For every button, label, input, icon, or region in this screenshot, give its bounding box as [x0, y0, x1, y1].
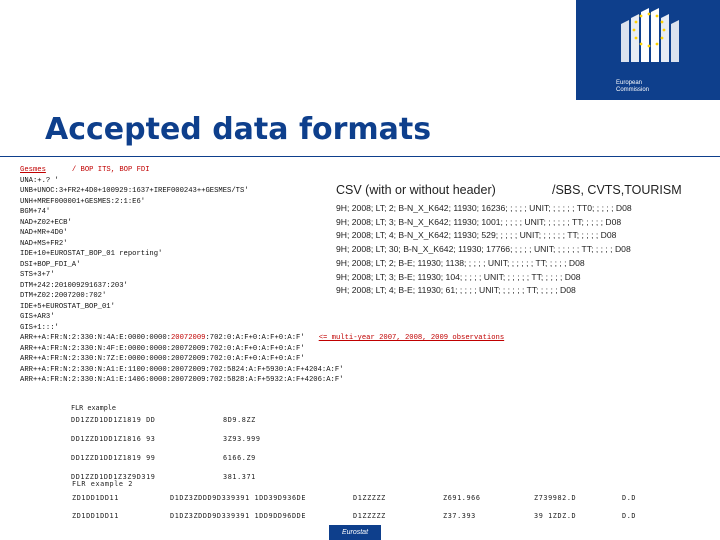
flr-example-2 [72, 480, 637, 530]
csv-heading [336, 183, 682, 197]
flr-cell: 8D9.8ZZ [223, 416, 256, 424]
csv-line: 9H; 2008; LT; 3; B-N_X_K642; 11930; 1001; ; ; ; ; UNIT; ; ; ; ; ; TT; ; ; ; ; D08 [336, 216, 622, 227]
csv-line: 9H; 2008; LT; 4; B-N_X_K642; 11930; 529; ; ; ; ; UNIT; ; ; ; ; ; TT; ; ; ; ; D08 [336, 230, 617, 241]
gesmes-line: BGM+74' [20, 208, 51, 216]
csv-line: 9H; 2008; LT; 4; B-E; 11930; 61; ; ; ; ; UNIT; ; ; ; ; ; TT; ; ; ; ; D08 [336, 285, 576, 296]
flr2-label: FLR example 2 [72, 480, 133, 488]
gesmes-line: NAD+Z02+ECB' [20, 218, 72, 227]
flr-cell: 6166.Z9 [223, 454, 256, 462]
gesmes-arr-line: ARR++A:FR:N:2:330:N:A1:E:1406:0000:20072009:702:5828:A:F+5932:A:F+4206:A:F' [20, 376, 344, 384]
flr2-cell: ZD1DD1DD11 [72, 512, 119, 520]
gesmes-line: NAD+MS+FR2' [20, 239, 68, 248]
org-line-2: Commission [616, 87, 650, 93]
flr-cell: DD1ZZD1DD1Z1819 99 [71, 454, 156, 462]
gesmes-arr-line: ARR++A:FR:N:2:330:N:A1:E:1100:0000:20072009:702:5824:A:F+5930:A:F+4204:A:F' [20, 365, 344, 374]
flr2-row [72, 494, 637, 512]
page-title: Accepted data formats [45, 112, 432, 147]
csv-heading-left: CSV (with or without header) [336, 183, 496, 197]
flr2-cell: ZD1DD1DD11 [72, 494, 119, 502]
csv-line: 9H; 2008; LT; 3; B-E; 11930; 104; ; ; ; ; UNIT; ; ; ; ; ; TT; ; ; ; ; D08 [336, 271, 581, 282]
gesmes-line: STS+3+7' [20, 271, 55, 279]
flr2-cell: Z37.393 [443, 512, 476, 520]
flr2-cell: Z691.966 [443, 494, 481, 502]
flr2-cell: D.D [622, 512, 637, 520]
flr2-cell: Z739982.D [534, 494, 577, 502]
gesmes-line: IDE+5+EUROSTAT_BOP_01' [20, 302, 115, 311]
eu-flag-building-logo-icon [599, 6, 699, 66]
flr-cell: 381.371 [223, 473, 256, 481]
gesmes-line: GIS+1:::' [20, 323, 59, 332]
gesmes-arr-line: ARR++A:FR:N:2:330:N:4F:E:0000:0000:20072009:702:0:A:F+0:A:F+0:A:F' [20, 344, 305, 353]
header-banner [0, 0, 720, 100]
gesmes-line: GIS+AR3' [20, 313, 55, 321]
gesmes-heading [20, 165, 504, 176]
org-line-1: European [616, 80, 643, 86]
csv-line: 9H; 2008; LT; 30; B-N_X_K642; 11930; 17766; ; ; ; ; UNIT; ; ; ; ; ; TT; ; ; ; ; D08 [336, 244, 631, 255]
gesmes-line: DTM+242:201009291637:203' [20, 281, 128, 290]
gesmes-arr-lines [20, 344, 504, 386]
gesmes-line: DTM+Z02:2007200:702' [20, 292, 107, 300]
flr2-cell: D1DZ3ZDDD9D339391 1DD39D936DE [170, 494, 307, 502]
flr2-rows [72, 494, 637, 530]
arr-mid: :702:0:A:F+0:A:F+0:A:F' [205, 334, 305, 342]
flr-cell: DD1ZZD1DD1Z1816 93 [71, 435, 156, 443]
csv-heading-right: /SBS, CVTS,TOURISM [552, 183, 682, 197]
arr-prefix: ARR++A:FR:N:2:330:N:4A:E:0000:0000: [20, 334, 171, 342]
flr2-cell: D1ZZZZZ [353, 512, 386, 520]
eurostat-footer: Eurostat [329, 525, 381, 540]
flr2-cell: D1ZZZZZ [353, 494, 386, 502]
gesmes-keyword: Gesmes [20, 166, 46, 174]
gesmes-line: UNH+MREF000001+GESMES:2:1:E6' [20, 197, 146, 206]
multi-year-annotation: <= multi-year 2007, 2008, 2009 observations [318, 334, 505, 342]
csv-line: 9H; 2008; LT; 2; B-E; 11930; 1138; ; ; ; ; UNIT; ; ; ; ; ; TT; ; ; ; ; D08 [336, 257, 585, 268]
gesmes-line: UNB+UNOC:3+FR2+4D0+100929:1637+IREF000243++GESMES/TS' [20, 187, 249, 195]
flr-cell: 3Z93.999 [223, 435, 261, 443]
flr-example [71, 404, 261, 492]
flr-cell: DD1ZZD1DD1Z3Z9D319 [71, 473, 156, 481]
flr2-cell: 39 1ZDZ.D [534, 512, 577, 520]
gesmes-arr-first [20, 333, 504, 344]
flr-row [71, 454, 261, 473]
arr-highlight: 20072009 [170, 334, 206, 342]
flr2-row [72, 512, 637, 530]
flr-row [71, 435, 261, 454]
gesmes-arr-line: ARR++A:FR:N:2:330:N:7Z:E:0000:0000:20072009:702:0:A:F+0:A:F+0:A:F' [20, 355, 305, 363]
gesmes-suffix: / BOP ITS, BOP FDI [71, 166, 150, 174]
flr2-cell: D1DZ3ZDDD9D339391 1DD9DD96DDE [170, 512, 307, 520]
gesmes-line: IDE+10+EUROSTAT_BOP_01 reporting' [20, 250, 163, 258]
flr-label: FLR example [71, 404, 117, 412]
flr-cell: DD1ZZD1DD1Z1819 DD [71, 416, 156, 424]
flr2-cell: D.D [622, 494, 637, 502]
flr-row [71, 416, 261, 435]
org-name [616, 80, 649, 94]
gesmes-line: NAD+MR+4D0' [20, 229, 68, 237]
gesmes-line: DSI+BOP_FDI_A' [20, 260, 81, 269]
csv-example-lines [336, 202, 632, 298]
csv-line: 9H; 2008; LT; 2; B-N_X_K642; 11930; 16236; ; ; ; ; UNIT; ; ; ; ; ; TT0; ; ; ; ; D08 [336, 203, 632, 213]
gesmes-line: UNA:+.? ' [20, 176, 59, 185]
title-divider [0, 156, 720, 157]
